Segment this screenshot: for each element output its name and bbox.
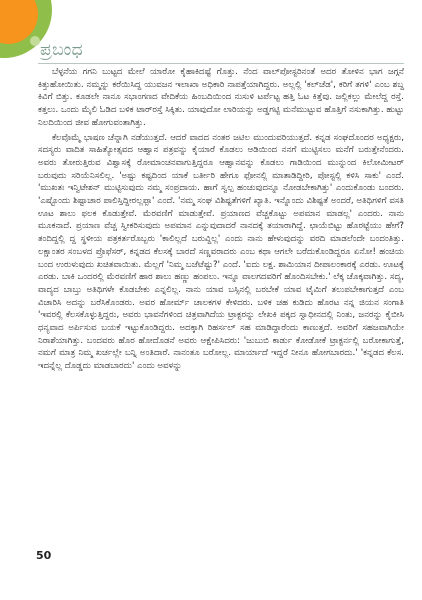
article-body bbox=[38, 66, 404, 375]
page-number: 50 bbox=[36, 549, 52, 562]
section-title: ಪ್ರಬಂಧ bbox=[40, 40, 84, 60]
corner-decoration-dot bbox=[30, 36, 40, 46]
title-divider bbox=[38, 63, 404, 64]
paragraph: ಕೆಲವೊಮ್ಮೆ ಭಾಷಣ ಚೆನ್ನಾಗಿ ನಡೆಯುತ್ತದೆ. ಆದರೆ ವಾದದ ನಂತರ ಜಟಿಲ ಮುಂದುವರಿಯುತ್ತದೆ. ಕನ್ನಡ ಸಂಘದೊಂದರ ಅಧ್ಯಕ್ಷರು, ಸದಸ್ಯರು ವಾದಿತ ಸಾಹಿತ್ಯೋತ್ಸವದ ಆಹ್ವಾನ ಪತ್ರವನ್ನು ಕೈಯಾರೆ ಕೊಡಲು ಆಡಿಯಿಂದ ನನಗೆ ಮುಟ್ಟಿಸಲು ಮನೆಗೆ ಬರುತ್ತೇನೆಂದರು. ಅವರು ತೋರುತ್ತಿರುವ ವಿಶ್ವಾಸಕ್ಕೆ ರೋಮಾಂಚನವಾಗುತ್ತಿದ್ದರೂ ಆಹ್ವಾನವನ್ನು ಕೊಡಲು ಗಾಡಿಯಿಂದ ಮುನ್ನುಂದ ಕಿಲೋಮೀಟರ್ ಬರುವುದು ಸರಿಯೆನಿಸಲಿಲ್ಲ. 'ಅಷ್ಟು ಕಷ್ಟದಿಂದ ಯಾಕೆ ಬರ್ತೀರಿ ಹೇಗೂ ಫೋನಲ್ಲಿ ಮಾತಾಡಿದ್ದೀರಿ, ಪೋಸ್ಟಲ್ಲಿ ಕಳಿಸಿ ಸಾಕು' ಎಂದೆ. 'ಮುಖತಃ ಇನ್ವಿಟೇಶನ್ ಮುಟ್ಟಿಸುವುದು ನಮ್ಮ ಸಂಪ್ರದಾಯ. ಹಾಗೆ ಸ್ವಲ್ಪ ಹಂಚುವುದನ್ನೂ ನೋಡಬೇಕಾಗಿತ್ತು' ಎಂದುಕೊಂಡು ಬಂದರು. 'ಎಷ್ಟೊಂದು ಶಿಷ್ಟಾಚಾರ ಪಾಲಿಸ್ತಿದ್ದೀರಲ್ಲಪ್ಪಾ' ಎಂದೆ. 'ನಮ್ಮ ಸಂಘ ವಿಶಿಷ್ಟತೆಗಳಿಗೆ ಖ್ಯಾತಿ. ಇನ್ನೊಂದು ವಿಶಿಷ್ಟತೆ ಅಂದರೆ, ಅತಿಥಿಗಳಿಗೆ ವಸತಿ ಊಟ ಶಾಲು ಫಲಕ ಕೊಡುತ್ತೇವೆ. ಮೆರವಣಿಗೆ ಮಾಡುತ್ತೇವೆ. ಪ್ರಯಾಣದ ವೆಚ್ಚಕೊಟ್ಟು ಅಪಮಾನ ಮಾಡಲ್ಲ' ಎಂದರು. ನಾನು ಮೂಕನಾದೆ. ಪ್ರಯಾಣ ವೆಚ್ಚ ಸ್ವೀಕರಿಸುವುದು ಅಪಮಾನ ಎನ್ನುವುದಾದರೆ ನಾನದಕ್ಕೆ ತಯಾರಾಗಿದ್ದೆ. ಛಾಯೆಬಿಟ್ಟು ಹೊರಟ್ಟೆಯು ಹೇಗೆ? ತಂದಿದ್ದಲ್ಲಿ ದ್ದ ಸ್ಥಳೀಯ ಪತ್ರಕರ್ತರೊಬ್ಬರು 'ಕಾಲಿಲ್ಲದೆ ಬರುವ್ದಿಲ್ಲ' ಎಂದು ನಾನು ಹೇಳುವುದನ್ನು ವರದಿ ಮಾಡಲೆಂದೇ ಬಂದಂತಿತ್ತು. ಲಕ್ಷಾಂತರ ಸಂಬಳದ ಪ್ರೊಫೆಸರ್, ಕನ್ನಡದ ಕೆಲಸಕ್ಕೆ ಬಾರದೆ ಸಣ್ಣವರಾದರು ಎಂಬ ಕಥಾ ಆಗಲೇ ಬರೆದುಕೊಂಡಿದ್ದರೂ ಏನೋ! ಹಂಚಿಯ ಬಂದ ಉರುಳುವುದು ಖಚಿತವಾಯಿತು. ಮೆಲ್ಲಗೆ 'ನಿಮ್ಮ ಬಜೆಟೆಷ್ಟು?' ಎಂದೆ. 'ಐದು ಲಕ್ಷ. ಶಾಮಿಯಾನ ದೀಪಾಲಂಕಾರಕ್ಕೆ ಎರಡು. ಊಟಕ್ಕೆ ಎರಡು. ಬಾಕಿ ಒಂದರಲ್ಲಿ ಮೆರವಣಿಗೆ ಹಾರ ಶಾಲು ಹಣ್ಣು ಹಂಪಲು. ಇನ್ನೂ ವಾಲಗದವರಿಗೆ ಹೊಂದಿಸಬೇಕು.' ಲೆಕ್ಕ ಚೊಕ್ಕವಾಗಿತ್ತು. ಸದ್ಯ, ವಾದ್ಯದ ಬಾಬ್ತು ಅತಿಥಿಗಳೇ ಕೊಡಬೇಕು ಎನ್ನಲಿಲ್ಲ. ನಾನು ಯಾವ ಬಸ್ಸಿನಲ್ಲಿ ಬರಬೇಕೆ ಯಾವ ಟೈಮಿಗೆ ತಲುಪಬೇಕಾಗುತ್ತದೆ ಎಂಬ ವಿಚಾರಿಸಿ ಅದನ್ನು ಬರೆಸಿಕೊಂಡರು. ಅವರ ಹೋರ್ಮ್ ಚಾಲಕಗಳ ಕೇಳಿದರು. ಬಳಿಕ ಚಹ ಕುಡಿದು ಹೊರಟ ನನ್ನ ಜಿಯನ ಸಂಗಾತಿ 'ಇವರಲ್ಲಿ ಕೆಲಸಕೊಳ್ಳುತ್ತಿದ್ದರು, ಅವರು ಭಾವನೆಗಳಿಂದ ಚಿತ್ರವಾಗಿದೆಯ ಟ್ರಾಕ್ಟರನ್ನು ಲೇಖಕಿ ಪಕ್ಕದ ಸ್ವಾಧೀನದಲ್ಲಿ ನಿಂತು, ಜನರನ್ನು ಕೈಬೀಸಿ ಧನ್ಯವಾದ ಅರ್ಪಿಸುವ ಬಯಕೆ ಇಟ್ಟುಕೊಂಡಿದ್ದರು. ಅದಕ್ಕಾಗಿ ರಿಹರ್ಸಲ್ ಸಹ ಮಾಡಿದ್ದಾರೆಂದು ಕಾಣುತ್ತದೆ. ಅವರಿಗೆ ಸಹಜವಾಗಿಯೇ ನಿರಾಶೆಯಾಗಿತ್ತು. ಬಂದವರು ಹೊರ ಹೋದೊಡನೆ ಅವರು ಆಕ್ಷೇಪಿಸಿದರು: 'ಜುಬುಬಿ ಕಾರ್ಡು ಕೋಡೋಕೆ ಟ್ರಾಕ್ಟರ್ನಲ್ಲಿ ಬರೋಕಾಗುತ್ತೆ, ನಮಗೆ ಮಾತ್ರ ನಿಮ್ಮ ಖರ್ಚಲ್ಲೇ ಬನ್ನಿ ಅಂತಿದಾರೆ. ನಾನಂತೂ ಬರೋಲ್ಲ. ಮಾರ್ಯಾದೆ ಇದ್ದರೆ ನೀನೂ ಹೋಗಬಾರದು.' 'ಕನ್ನಡದ ಕೆಲಸ. ಇದನ್ನೆಲ್ಲ ದೊಡ್ಡದು ಮಾಡಬಾರದು' ಎಂದು ಅವಳನ್ನು bbox=[38, 132, 404, 372]
paragraph: ಬೆಳ್ಳನೆಯ ಗಗನಿ ಬುಟ್ಟದ ಮೇಲೆ ಯಾರೋ ಕೈಹಾಕಿದಷ್ಟೆ ಗೊತ್ತು. ನೆಂದ ವಾಲ್‌ಪೋಸ್ಟರಿನಂತೆ ಅದರ ತೋಳಿನ ಭಾಗ ಜಗ್ಗನೆ ಕಿತ್ತುಹೋಯಿತು. ನಮ್ಮನ್ನು ಕರೆಯಿಸಿದ್ದ ಯುವಜನ ಇಲಾಖಾ ಅಧಿಕಾರಿ ನಾಪತ್ತೆಯಾಗಿದ್ದರು. ಅಲ್ಲಲ್ಲಿ 'ಕಲ್‌ಚೆಡ', ಕರಿಗೆ ತಗಳಿ' ಎಂಬ ಶಬ್ದ ಕಿವಿಗೆ ಬಿತ್ತು. ಕೂಡಲೇ ನಾನೂ ಸಭಾಂಗಣದ ವೇದಿಕೆಯ ಹಿಂಬದಿಯಿಂದ ನುಸುಳಿ ಟರ್ಪೆಟ್ಟ ಹತ್ತಿ ಓಟ ಕಿತ್ತೆವು. ಜಲ್ಲಿಕಲ್ಲು ಮೇಲೆದ್ದ ರಸ್ತೆ. ಕತ್ತಲು. ಒಂದು ಮೈಲಿ ಓಡಿದ ಬಳಿಕ ಟಾರ್‌ರಸ್ತೆ ಸಿಕ್ಕಿತು. ಯಾವುದೋ ಲಾರಿಯನ್ನು ಅಡ್ಡಗಟ್ಟಿ ಮನೆಮುಟ್ಟುವ ಹೊತ್ತಿಗೆ ನಸುಕಾಗಿತ್ತು. ಹುಟ್ಟು ನಿಲದಿಯಿಂದ ಜೀವ ಹೋಗುವಂತಾಗಿತ್ತು. bbox=[38, 67, 404, 128]
